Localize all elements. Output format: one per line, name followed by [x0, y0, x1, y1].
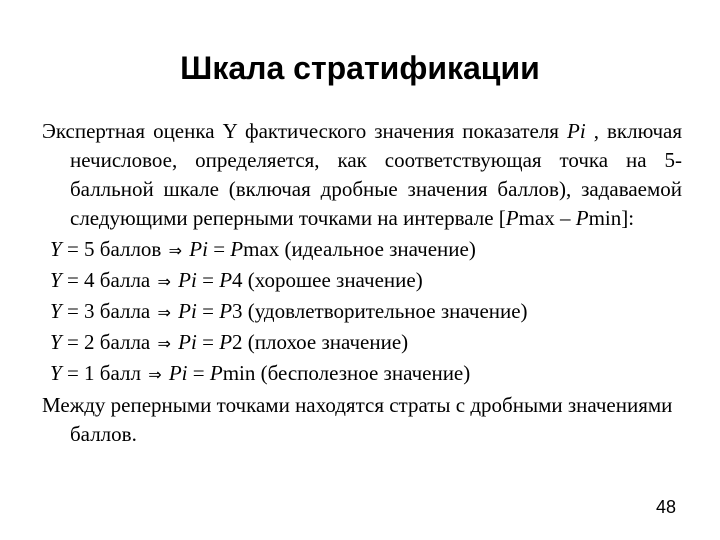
scale-desc: (удовлетворительное значение) — [242, 299, 528, 323]
scale-item-2 — [50, 328, 682, 358]
intro-text-2: , включая нечисловое, определяется, как соответствующая точка на 5-балльной шкале (включая дробные значения баллов), задаваемой следующими реперными точками на интервале [ — [70, 119, 683, 230]
scale-desc: (идеальное значение) — [279, 237, 476, 261]
slide-title: Шкала стратификации — [180, 50, 540, 86]
scale-y: Y — [50, 268, 62, 292]
scale-y: Y — [50, 299, 62, 323]
scale-pi: Pi — [178, 268, 197, 292]
scale-y: Y — [50, 361, 62, 385]
scale-val: min — [222, 361, 256, 385]
intro-pmin-p: P — [575, 206, 589, 230]
scale-eq2: = — [196, 299, 220, 323]
implies-icon: ⇒ — [157, 303, 171, 322]
intro-pmax-sub: max — [518, 206, 555, 230]
scale-p: P — [219, 268, 233, 292]
intro-pi: Pi — [567, 119, 586, 143]
slide-body — [42, 117, 682, 449]
intro-close: ]: — [621, 206, 635, 230]
scale-item-4 — [50, 266, 682, 296]
scale-eq2: = — [196, 330, 220, 354]
scale-desc: (плохое значение) — [242, 330, 409, 354]
intro-text-1: Экспертная оценка Y фактического значения показателя — [42, 119, 567, 143]
scale-val: 4 — [232, 268, 243, 292]
scale-eq2: = — [207, 237, 231, 261]
scale-pi: Pi — [189, 237, 208, 261]
scale-item-1 — [50, 359, 682, 389]
intro-dash: – — [554, 206, 576, 230]
intro-paragraph — [42, 117, 682, 233]
scale-desc: (бесполезное значение) — [255, 361, 471, 385]
scale-eq: = 5 баллов — [61, 237, 167, 261]
scale-eq: = 3 балла — [61, 299, 156, 323]
scale-p: P — [209, 361, 223, 385]
scale-val: 3 — [232, 299, 243, 323]
implies-icon: ⇒ — [168, 241, 183, 260]
scale-p: P — [219, 330, 233, 354]
scale-eq2: = — [196, 268, 220, 292]
scale-p: P — [219, 299, 233, 323]
implies-icon: ⇒ — [148, 365, 162, 384]
scale-y: Y — [50, 237, 62, 261]
scale-pi: Pi — [178, 299, 197, 323]
intro-pmin-sub: min — [588, 206, 622, 230]
scale-eq: = 1 балл — [61, 361, 147, 385]
scale-desc: (хорошее значение) — [242, 268, 423, 292]
implies-icon: ⇒ — [157, 334, 171, 353]
outro-paragraph: Между реперными точками находятся страты с дробными значениями баллов. — [42, 393, 673, 446]
scale-val: 2 — [232, 330, 243, 354]
scale-item-3 — [50, 297, 682, 327]
scale-p: P — [230, 237, 244, 261]
scale-eq: = 4 балла — [61, 268, 156, 292]
page-number: 48 — [655, 497, 676, 517]
implies-icon: ⇒ — [157, 272, 171, 291]
scale-list — [42, 235, 682, 389]
scale-pi: Pi — [178, 330, 197, 354]
scale-y: Y — [50, 330, 62, 354]
scale-item-5 — [50, 235, 682, 265]
scale-pi: Pi — [168, 361, 188, 385]
scale-eq: = 2 балла — [61, 330, 156, 354]
scale-val: max — [243, 237, 280, 261]
intro-pmax-p: P — [505, 206, 519, 230]
scale-eq2: = — [187, 361, 210, 385]
